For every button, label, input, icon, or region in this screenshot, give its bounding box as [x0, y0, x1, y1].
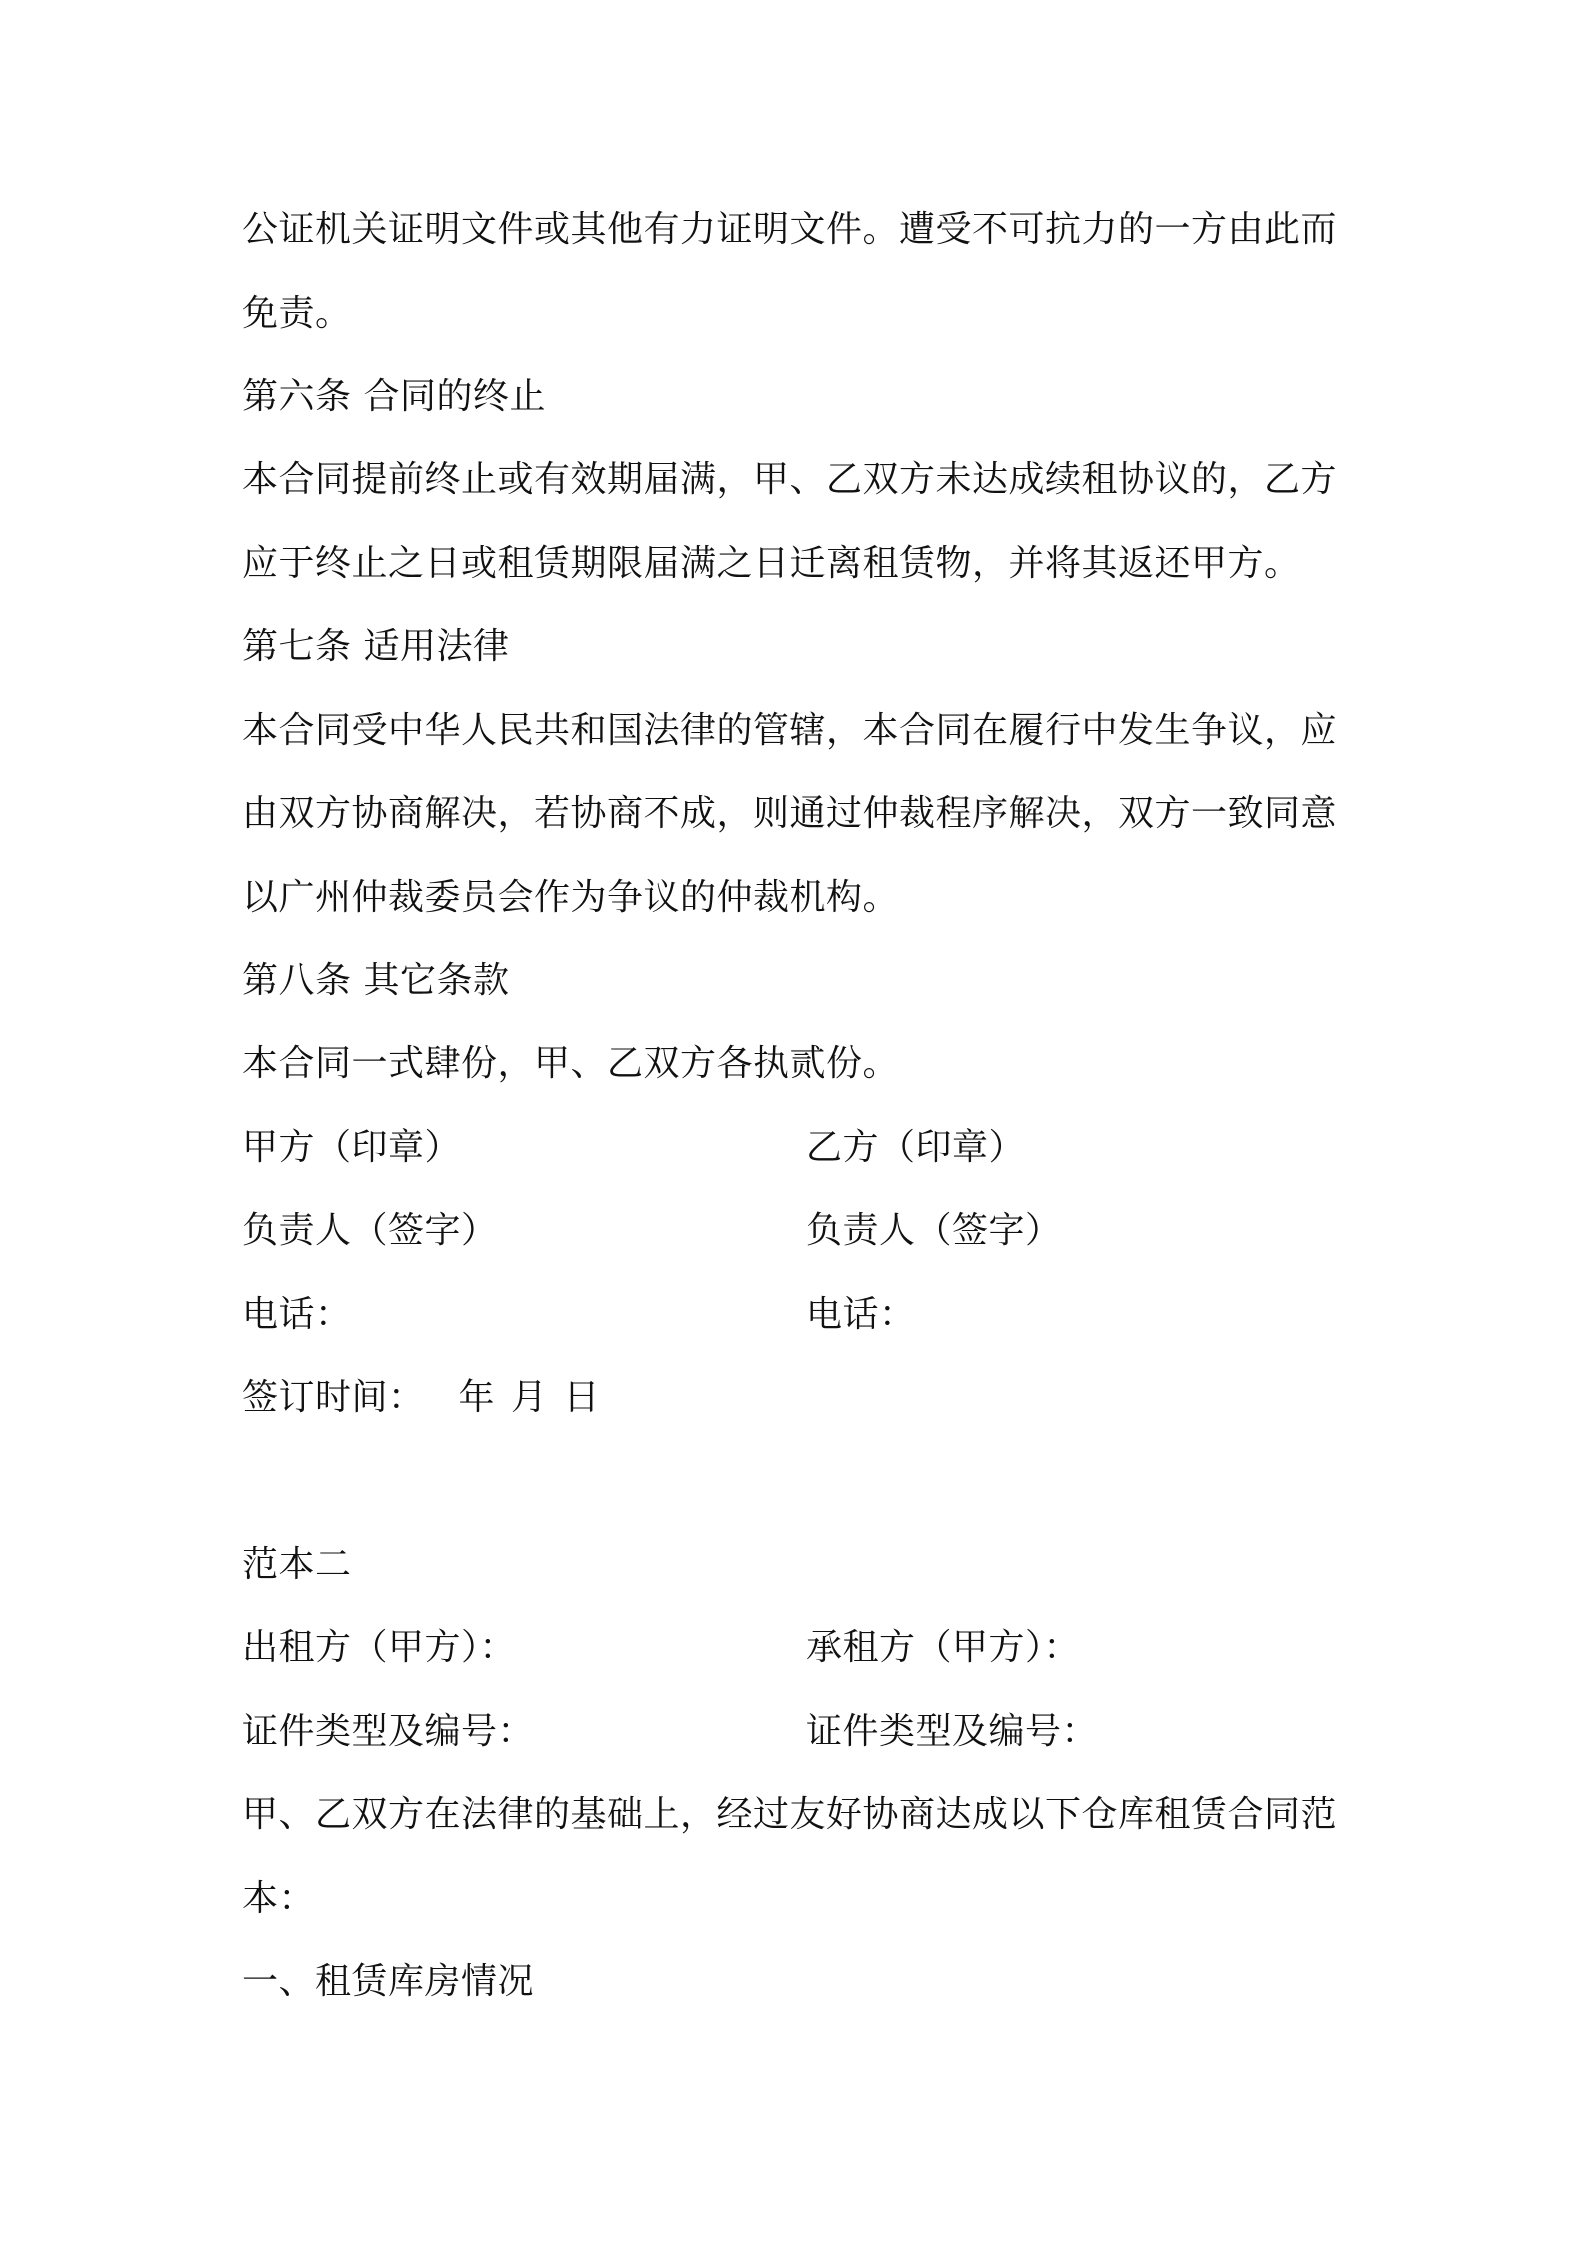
party-b-seal-label: 乙方（印章）: [806, 1127, 1026, 1168]
paragraph-line: 甲、乙双方在法律的基础上，经过友好协商达成以下仓库租赁合同范: [242, 1794, 1338, 1835]
sign-time-label: 签订时间：: [242, 1377, 425, 1418]
signer-row: [242, 1207, 1362, 1255]
paragraph-line: 本合同提前终止或有效期届满，甲、乙双方未达成续租协议的，乙方: [242, 459, 1338, 500]
paragraph-line: 本合同一式肆份，甲、乙双方各执贰份。: [242, 1043, 900, 1084]
paragraph-line: 公证机关证明文件或其他有力证明文件。遭受不可抗力的一方由此而: [242, 209, 1338, 250]
party-a-seal-label: 甲方（印章）: [242, 1127, 462, 1168]
id-row: [242, 1708, 1362, 1756]
month-label: 月: [511, 1377, 548, 1418]
party-b-phone-label: 电话：: [806, 1294, 916, 1335]
paragraph-line: 由双方协商解决，若协商不成，则通过仲裁程序解决，双方一致同意: [242, 793, 1338, 834]
article-7-heading: 第七条 适用法律: [242, 626, 510, 667]
paragraph-line: 免责。: [242, 293, 352, 334]
template-2-title: 范本二: [242, 1544, 352, 1585]
section-1-heading: 一、租赁库房情况: [242, 1961, 535, 2002]
paragraph-line: 本：: [242, 1878, 316, 1919]
paragraph-line: 应于终止之日或租赁期限届满之日迁离租赁物，并将其返还甲方。: [242, 543, 1301, 584]
lessee-id-label: 证件类型及编号：: [806, 1711, 1099, 1752]
lessor-id-label: 证件类型及编号：: [242, 1711, 535, 1752]
seal-row: [242, 1124, 1362, 1172]
lessee-label: 承租方（甲方）：: [806, 1627, 1081, 1668]
party-b-signer-label: 负责人（签字）: [806, 1210, 1062, 1251]
party-row: [242, 1624, 1362, 1672]
party-a-phone-label: 电话：: [242, 1294, 352, 1335]
day-label: 日: [563, 1377, 601, 1418]
party-a-signer-label: 负责人（签字）: [242, 1210, 498, 1251]
sign-date-row: [242, 1374, 1362, 1422]
paragraph-line: 本合同受中华人民共和国法律的管辖，本合同在履行中发生争议，应: [242, 710, 1338, 751]
article-8-heading: 第八条 其它条款: [242, 960, 510, 1001]
phone-row: [242, 1291, 1362, 1339]
year-label: 年: [458, 1377, 496, 1418]
lessor-label: 出租方（甲方）：: [242, 1627, 517, 1668]
article-6-heading: 第六条 合同的终止: [242, 376, 546, 417]
paragraph-line: 以广州仲裁委员会作为争议的仲裁机构。: [242, 877, 900, 918]
